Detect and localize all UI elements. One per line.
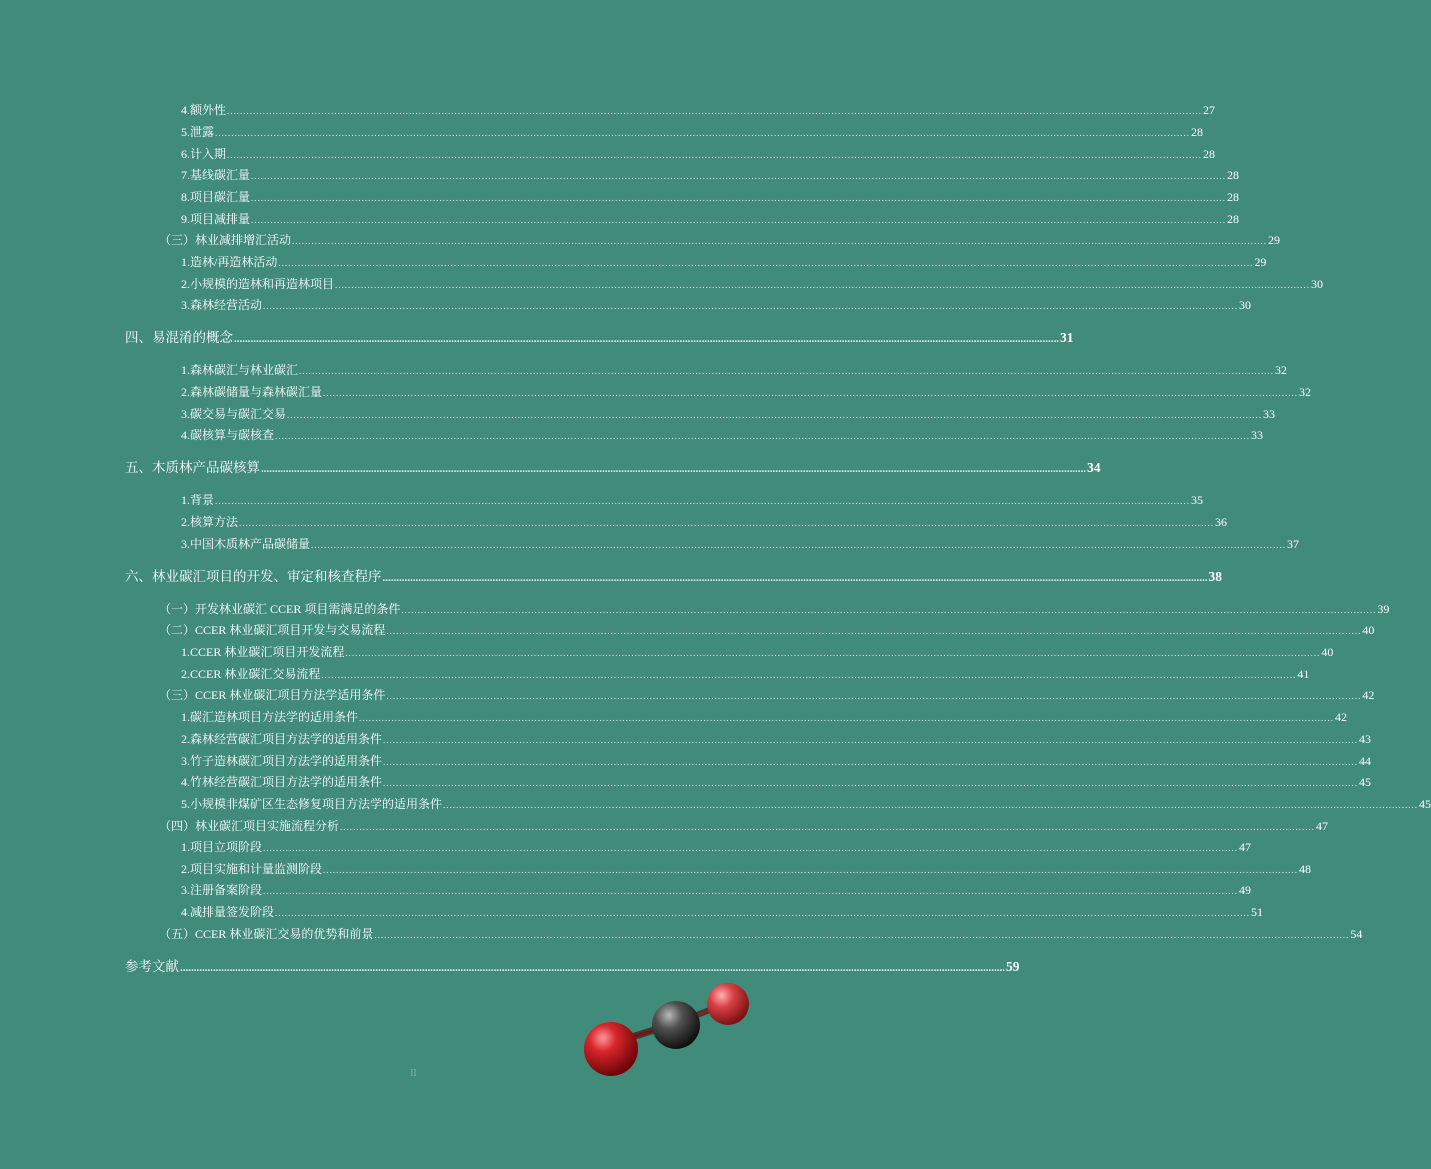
toc-entry-title: 6.计入期 — [181, 147, 227, 161]
toc-entry-title: 4.碳核算与碳核查 — [181, 428, 275, 442]
toc-leader-dots: ............................................................................................................................................................................................................................................................................................................ — [251, 215, 1227, 225]
toc-entry-page-number: 42 — [1335, 710, 1348, 724]
toc-entry-title: 2.核算方法 — [181, 515, 239, 529]
toc-entry[interactable] — [181, 882, 1252, 899]
toc-leader-dots: ............................................................................................................................................................................................................................................................................................................ — [234, 333, 1059, 345]
toc-entry-title: 3.竹子造林碳汇项目方法学的适用条件 — [181, 754, 383, 768]
toc-leader-dots: ............................................................................................................................................................................................................................................................................................................ — [382, 572, 1208, 584]
toc-entry[interactable] — [125, 330, 1074, 347]
toc-entry-page-number: 38 — [1208, 569, 1222, 584]
toc-leader-dots: ............................................................................................................................................................................................................................................................................................................ — [261, 463, 1086, 475]
toc-entry-title: 3.森林经营活动 — [181, 298, 263, 312]
toc-entry-page-number: 54 — [1350, 927, 1363, 941]
toc-entry-title: （二）CCER 林业碳汇项目开发与交易流程 — [159, 623, 386, 637]
toc-entry[interactable] — [181, 167, 1240, 184]
toc-leader-dots: ............................................................................................................................................................................................................................................................................................................ — [292, 236, 1268, 246]
toc-leader-dots: ............................................................................................................................................................................................................................................................................................................ — [383, 735, 1359, 745]
toc-entry-title: 1.CCER 林业碳汇项目开发流程 — [181, 645, 345, 659]
co2-molecule-icon — [578, 975, 758, 1085]
toc-entry-page-number: 45 — [1419, 797, 1431, 811]
toc-entry-title: （四）林业碳汇项目实施流程分析 — [159, 819, 340, 833]
toc-entry-page-number: 34 — [1087, 460, 1101, 475]
toc-entry-page-number: 41 — [1297, 667, 1310, 681]
toc-leader-dots: ............................................................................................................................................................................................................................................................................................................ — [383, 778, 1359, 788]
toc-leader-dots: ............................................................................................................................................................................................................................................................................................................ — [386, 691, 1362, 701]
toc-entry[interactable] — [181, 427, 1264, 444]
toc-entry-page-number: 28 — [1227, 212, 1240, 226]
toc-entry-title: 5.泄露 — [181, 125, 215, 139]
toc-entry-page-number: 28 — [1227, 168, 1240, 182]
toc-entry-page-number: 40 — [1321, 645, 1334, 659]
toc-entry-title: 9.项目减排量 — [181, 212, 251, 226]
toc-entry-page-number: 31 — [1060, 330, 1074, 345]
toc-leader-dots: ............................................................................................................................................................................................................................................................................................................ — [335, 280, 1311, 290]
toc-entry-title: 5.小规模非煤矿区生态修复项目方法学的适用条件 — [181, 797, 443, 811]
toc-entry-page-number: 28 — [1191, 125, 1204, 139]
toc-entry[interactable] — [159, 687, 1375, 704]
toc-entry[interactable] — [181, 189, 1240, 206]
toc-leader-dots: ............................................................................................................................................................................................................................................................................................................ — [263, 886, 1239, 896]
toc-entry-page-number: 45 — [1359, 775, 1372, 789]
toc-entry-page-number: 49 — [1239, 883, 1252, 897]
page-number: II — [410, 1068, 417, 1079]
toc-leader-dots: ............................................................................................................................................................................................................................................................................................................ — [340, 822, 1316, 832]
toc-entry-title: （三）林业减排增汇活动 — [159, 233, 292, 247]
toc-entry-title: 五、木质林产品碳核算 — [125, 460, 260, 475]
toc-entry-page-number: 42 — [1362, 688, 1375, 702]
toc-leader-dots: ............................................................................................................................................................................................................................................................................................................ — [383, 757, 1359, 767]
toc-leader-dots: ............................................................................................................................................................................................................................................................................................................ — [443, 800, 1419, 810]
toc-entry[interactable] — [181, 861, 1312, 878]
toc-entry-title: 4.竹林经营碳汇项目方法学的适用条件 — [181, 775, 383, 789]
toc-leader-dots: ............................................................................................................................................................................................................................................................................................................ — [251, 171, 1227, 181]
toc-entry-page-number: 32 — [1275, 363, 1288, 377]
toc-entry-title: 1.碳汇造林项目方法学的适用条件 — [181, 710, 359, 724]
toc-entry-page-number: 33 — [1251, 428, 1264, 442]
toc-leader-dots: ............................................................................................................................................................................................................................................................................................................ — [215, 496, 1191, 506]
toc-leader-dots: ............................................................................................................................................................................................................................................................................................................ — [275, 431, 1251, 441]
toc-entry-title: 2.森林碳储量与森林碳汇量 — [181, 385, 323, 399]
toc-entry-page-number: 39 — [1377, 602, 1390, 616]
toc-leader-dots: ............................................................................................................................................................................................................................................................................................................ — [386, 626, 1362, 636]
toc-entry-title: 4.额外性 — [181, 103, 227, 117]
toc-entry-title: 参考文献 — [125, 959, 179, 974]
toc-leader-dots: ............................................................................................................................................................................................................................................................................................................ — [227, 150, 1203, 160]
toc-entry-title: 四、易混淆的概念 — [125, 330, 233, 345]
toc-entry[interactable] — [181, 514, 1228, 531]
toc-entry-title: 1.造林/再造林活动 — [181, 255, 278, 269]
toc-entry-title: 1.森林碳汇与林业碳汇 — [181, 363, 299, 377]
toc-entry[interactable] — [181, 146, 1216, 163]
toc-leader-dots: ............................................................................................................................................................................................................................................................................................................ — [311, 540, 1287, 550]
toc-entry[interactable] — [181, 384, 1312, 401]
toc-entry-title: 2.CCER 林业碳汇交易流程 — [181, 667, 321, 681]
oxygen-atom-right — [707, 983, 749, 1025]
toc-entry-title: 2.森林经营碳汇项目方法学的适用条件 — [181, 732, 383, 746]
toc-entry[interactable] — [181, 124, 1204, 141]
toc-entry[interactable] — [159, 926, 1363, 943]
toc-entry-page-number: 40 — [1362, 623, 1375, 637]
toc-entry-page-number: 35 — [1191, 493, 1204, 507]
toc-entry[interactable] — [181, 753, 1372, 770]
toc-entry[interactable] — [181, 536, 1300, 553]
toc-leader-dots: ............................................................................................................................................................................................................................................................................................................ — [215, 128, 1191, 138]
toc-entry[interactable] — [181, 102, 1216, 119]
toc-entry[interactable] — [125, 959, 1020, 976]
toc-entry-page-number: 27 — [1203, 103, 1216, 117]
toc-entry-page-number: 47 — [1316, 819, 1329, 833]
oxygen-atom-left — [584, 1022, 638, 1076]
toc-leader-dots: ............................................................................................................................................................................................................................................................................................................ — [359, 713, 1335, 723]
toc-leader-dots: ............................................................................................................................................................................................................................................................................................................ — [263, 843, 1239, 853]
toc-entry[interactable] — [159, 232, 1281, 249]
toc-leader-dots: ............................................................................................................................................................................................................................................................................................................ — [227, 106, 1203, 116]
toc-entry-title: （五）CCER 林业碳汇交易的优势和前景 — [159, 927, 374, 941]
toc-entry[interactable] — [181, 731, 1372, 748]
toc-entry-title: 2.小规模的造林和再造林项目 — [181, 277, 335, 291]
toc-entry[interactable] — [181, 492, 1204, 509]
toc-entry-page-number: 29 — [1254, 255, 1267, 269]
toc-entry-title: （三）CCER 林业碳汇项目方法学适用条件 — [159, 688, 386, 702]
toc-leader-dots: ............................................................................................................................................................................................................................................................................................................ — [239, 518, 1215, 528]
toc-entry-title: 8.项目碳汇量 — [181, 190, 251, 204]
toc-entry[interactable] — [181, 297, 1252, 314]
toc-entry-page-number: 30 — [1311, 277, 1324, 291]
toc-leader-dots: ............................................................................................................................................................................................................................................................................................................ — [180, 962, 1005, 974]
toc-entry-page-number: 33 — [1263, 407, 1276, 421]
toc-entry-page-number: 28 — [1203, 147, 1216, 161]
toc-entry[interactable] — [181, 796, 1431, 813]
toc-leader-dots: ............................................................................................................................................................................................................................................................................................................ — [374, 930, 1350, 940]
toc-entry-title: （一）开发林业碳汇 CCER 项目需满足的条件 — [159, 602, 401, 616]
toc-entry-page-number: 32 — [1299, 385, 1312, 399]
toc-leader-dots: ............................................................................................................................................................................................................................................................................................................ — [251, 193, 1227, 203]
toc-leader-dots: ............................................................................................................................................................................................................................................................................................................ — [345, 648, 1321, 658]
toc-entry[interactable] — [181, 406, 1276, 423]
toc-leader-dots: ............................................................................................................................................................................................................................................................................................................ — [263, 301, 1239, 311]
toc-entry-page-number: 51 — [1251, 905, 1264, 919]
toc-leader-dots: ............................................................................................................................................................................................................................................................................................................ — [401, 605, 1377, 615]
toc-entry-title: 1.项目立项阶段 — [181, 840, 263, 854]
toc-entry-title: 六、林业碳汇项目的开发、审定和核查程序 — [125, 569, 382, 584]
toc-entry-title: 3.碳交易与碳汇交易 — [181, 407, 287, 421]
toc-entry-title: 2.项目实施和计量监测阶段 — [181, 862, 323, 876]
toc-entry-page-number: 47 — [1239, 840, 1252, 854]
toc-entry-page-number: 43 — [1359, 732, 1372, 746]
toc-entry-title: 4.减排量签发阶段 — [181, 905, 275, 919]
toc-entry[interactable] — [125, 569, 1222, 586]
toc-leader-dots: ............................................................................................................................................................................................................................................................................................................ — [299, 366, 1275, 376]
toc-leader-dots: ............................................................................................................................................................................................................................................................................................................ — [278, 258, 1254, 268]
toc-entry[interactable] — [159, 622, 1375, 639]
toc-entry[interactable] — [181, 666, 1310, 683]
toc-entry-title: 7.基线碳汇量 — [181, 168, 251, 182]
toc-leader-dots: ............................................................................................................................................................................................................................................................................................................ — [321, 670, 1297, 680]
toc-entry-page-number: 37 — [1287, 537, 1300, 551]
toc-entry-title: 1.背景 — [181, 493, 215, 507]
toc-entry-page-number: 29 — [1268, 233, 1281, 247]
toc-entry-page-number: 36 — [1215, 515, 1228, 529]
toc-entry[interactable] — [181, 709, 1348, 726]
carbon-atom — [652, 1001, 700, 1049]
toc-entry-title: 3.注册备案阶段 — [181, 883, 263, 897]
toc-entry[interactable] — [181, 254, 1267, 271]
toc-entry[interactable] — [159, 601, 1390, 618]
toc-entry[interactable] — [181, 839, 1252, 856]
toc-entry[interactable] — [181, 904, 1264, 921]
toc-leader-dots: ............................................................................................................................................................................................................................................................................................................ — [287, 410, 1263, 420]
toc-entry[interactable] — [125, 460, 1101, 477]
toc-entry-page-number: 30 — [1239, 298, 1252, 312]
toc-entry-page-number: 59 — [1006, 959, 1020, 974]
toc-entry[interactable] — [181, 644, 1334, 661]
toc-entry[interactable] — [181, 362, 1288, 379]
toc-entry[interactable] — [159, 818, 1329, 835]
toc-entry-page-number: 44 — [1359, 754, 1372, 768]
toc-entry[interactable] — [181, 774, 1372, 791]
toc-entry[interactable] — [181, 211, 1240, 228]
toc-entry[interactable] — [181, 276, 1324, 293]
toc-entry-page-number: 48 — [1299, 862, 1312, 876]
toc-leader-dots: ............................................................................................................................................................................................................................................................................................................ — [323, 865, 1299, 875]
toc-leader-dots: ............................................................................................................................................................................................................................................................................................................ — [275, 908, 1251, 918]
toc-entry-page-number: 28 — [1227, 190, 1240, 204]
toc-entry-title: 3.中国木质林产品碳储量 — [181, 537, 311, 551]
toc-leader-dots: ............................................................................................................................................................................................................................................................................................................ — [323, 388, 1299, 398]
